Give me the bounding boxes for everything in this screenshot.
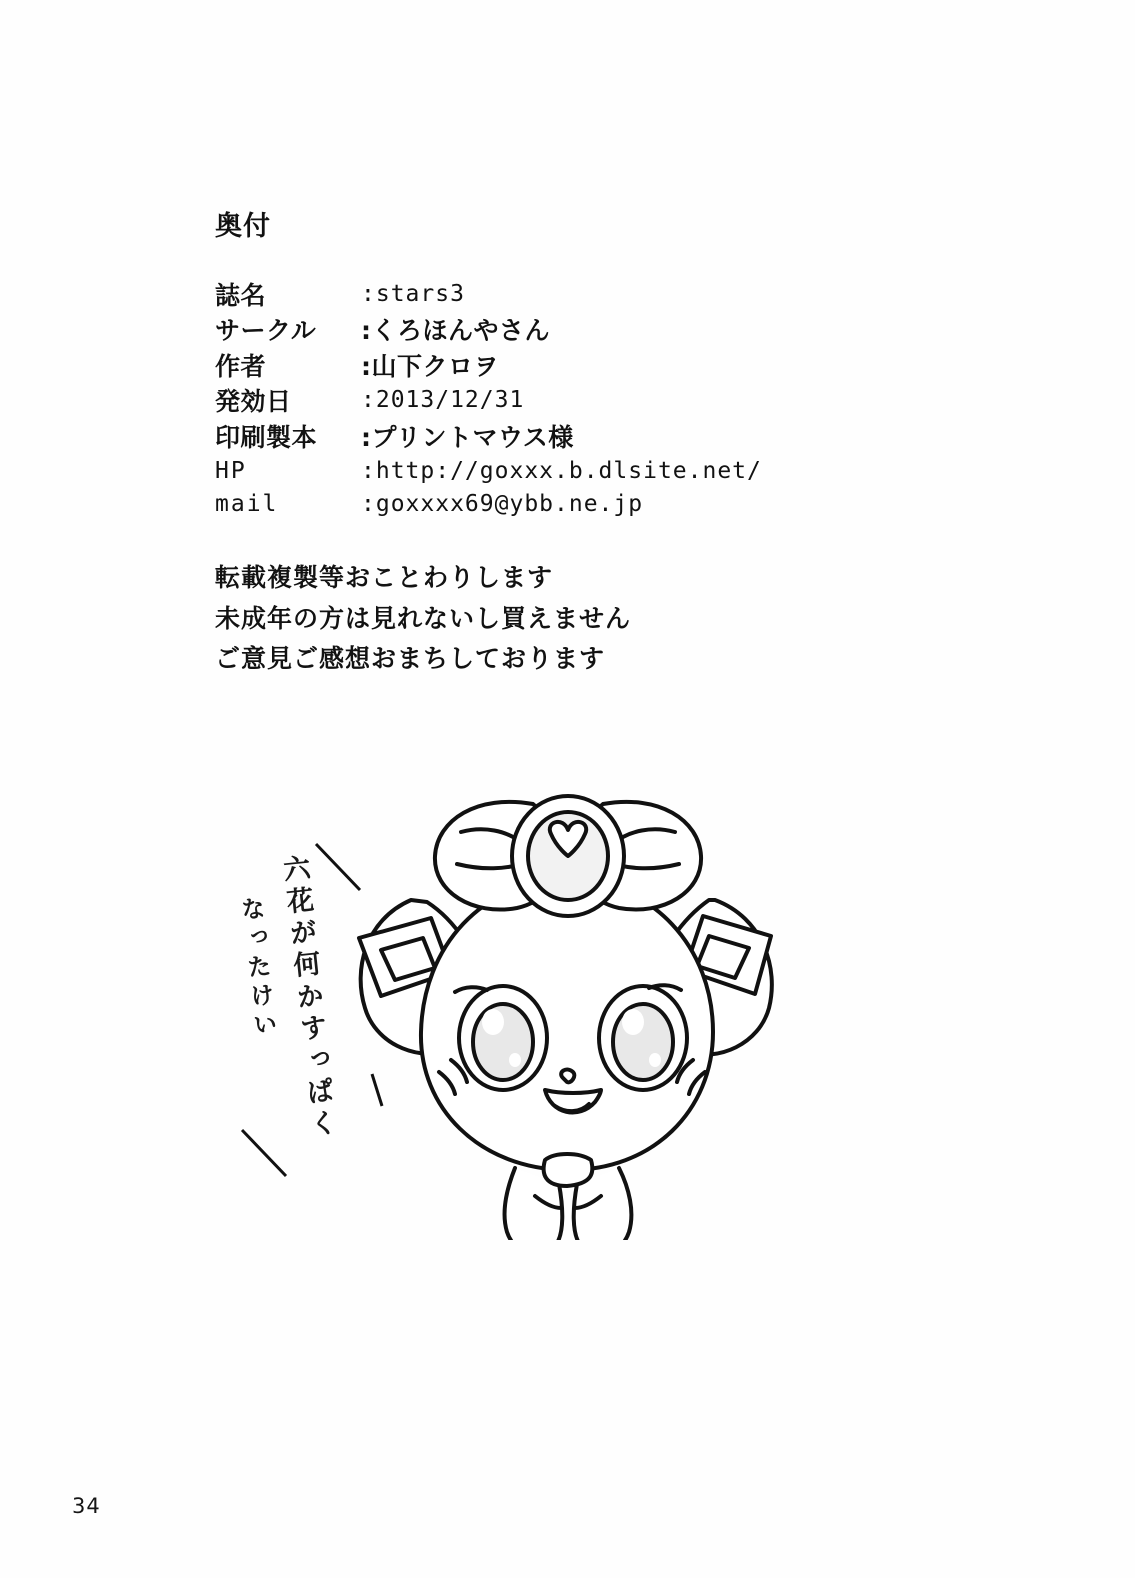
mascot-drawing [215,760,935,1240]
candy-mascot-illustration [215,760,935,1240]
info-label-printer: 印刷製本 [215,422,318,452]
table-row [215,455,762,488]
table-row [215,313,762,349]
info-label-author: 作者 [215,351,267,381]
caption-line-1: 六花が何かすっぱく [277,853,338,1143]
info-value-date: :2013/12/31 [361,387,525,414]
info-value-hp: :http://goxxx.b.dlsite.net/ [361,458,762,485]
info-value-title: :stars3 [361,280,465,307]
colophon-heading: 奥付 [215,211,271,242]
info-value-mail: :goxxxx69@ybb.ne.jp [361,490,644,517]
info-value-author: :山下クロヲ [361,351,499,381]
info-value-circle: :くろほんやさん [361,316,550,346]
info-label-mail: mail [215,490,279,517]
table-row [215,384,762,420]
page-number: 34 [72,1494,101,1518]
notice-line-3: ご意見ご感想おまちしております [215,644,606,673]
colophon-info-table [215,278,762,521]
notice-block [215,558,631,680]
caption-line-2: なったけい [235,894,279,1043]
info-label-hp: HP [215,458,247,485]
notice-line-2: 未成年の方は見れないし買えません [215,603,632,633]
table-row [215,488,762,521]
info-label-title: 誌名 [215,280,267,310]
colophon-block [215,212,935,521]
table-row [215,420,762,456]
info-label-date: 発効日 [215,387,292,417]
info-label-circle: サークル [215,316,317,346]
table-row [215,349,762,385]
table-row [215,278,762,314]
notice-line-1: 転載複製等おことわりします [215,563,554,592]
info-value-printer: :プリントマウス様 [361,422,574,452]
